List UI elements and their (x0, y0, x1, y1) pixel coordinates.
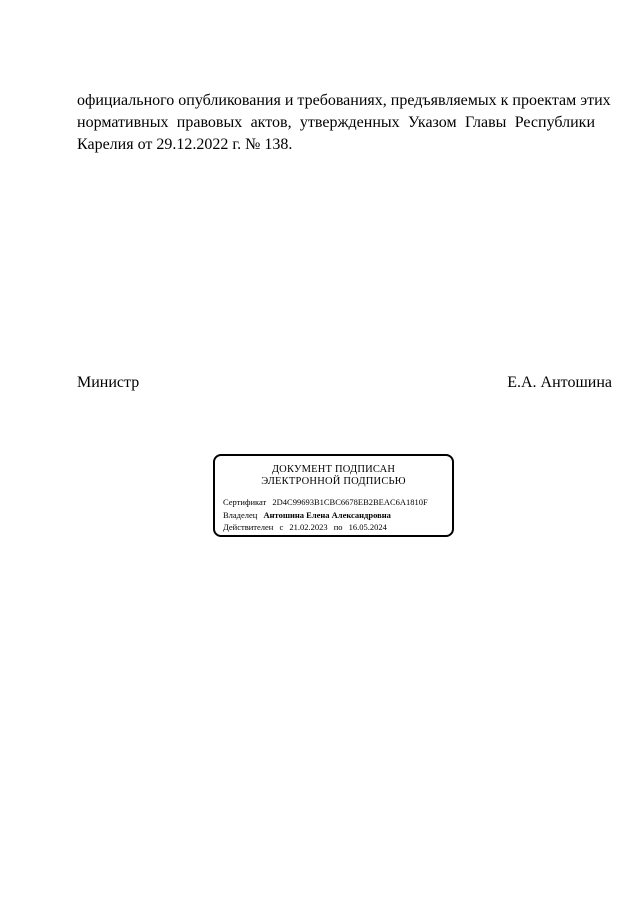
stamp-title-line: ДОКУМЕНТ ПОДПИСАН (271, 464, 396, 475)
valid-from-date: 21.02.2023 (289, 522, 328, 532)
valid-from-label: с (279, 522, 284, 532)
signature-block (77, 372, 612, 394)
stamp-title-line: ЭЛЕКТРОННОЙ ПОДПИСЬЮ (261, 476, 406, 487)
body-paragraph (77, 90, 611, 156)
valid-to-label: по (333, 522, 343, 532)
validity-row (223, 521, 432, 534)
signer-position: Министр (77, 374, 140, 391)
signer-name: Е.А. Антошина (507, 374, 612, 391)
owner-value: Антошина Елена Александровна (263, 509, 391, 520)
valid-to-date: 16.05.2024 (348, 522, 387, 532)
paragraph-line: нормативных правовых актов, утвержденных Указом Главы Республики (77, 114, 595, 131)
paragraph-line: официального опубликования и требованиях, предъявляемых к проектам этих (77, 92, 611, 109)
stamp-title (215, 464, 452, 488)
electronic-signature-stamp (213, 454, 454, 537)
owner-label: Владелец (223, 509, 258, 520)
stamp-details (223, 496, 432, 534)
certificate-row (223, 496, 432, 509)
owner-row (223, 509, 432, 522)
certificate-label: Сертификат (223, 497, 267, 507)
certificate-value: 2D4C99693B1CBC6678EB2BEAC6A1810F (272, 497, 428, 507)
valid-label: Действителен (223, 522, 274, 532)
paragraph-line: Карелия от 29.12.2022 г. № 138. (77, 136, 293, 153)
